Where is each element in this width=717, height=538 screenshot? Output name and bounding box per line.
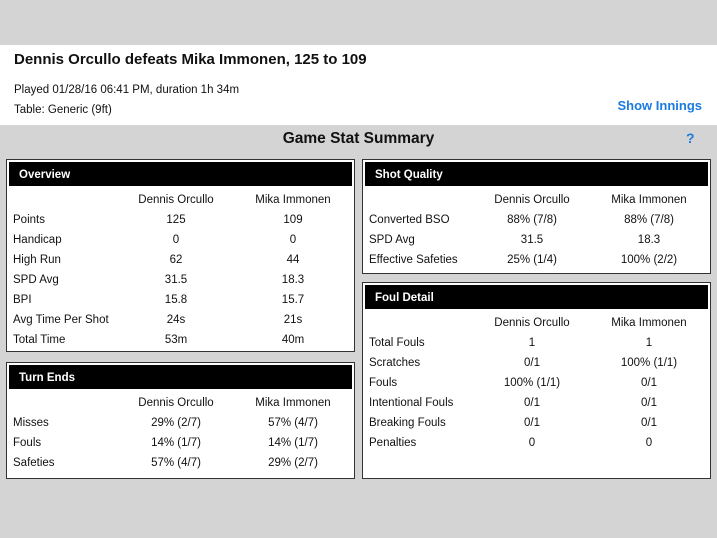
table-row	[363, 373, 710, 393]
player2-value: 14% (1/7)	[268, 437, 318, 449]
table-row	[363, 353, 710, 373]
player1-value: 14% (1/7)	[151, 437, 201, 449]
overview-panel	[6, 159, 355, 352]
summary-title: Game Stat Summary	[282, 130, 435, 147]
row-label: BPI	[13, 294, 32, 306]
player2-value: 100% (2/2)	[620, 254, 678, 266]
player1-value: 25% (1/4)	[507, 254, 557, 266]
player1-value: 0	[172, 234, 180, 246]
row-label: SPD Avg	[369, 234, 415, 246]
player2-value: 21s	[283, 314, 303, 326]
player2-value: 0/1	[641, 417, 657, 429]
row-label: Avg Time Per Shot	[13, 314, 109, 326]
player2-value: 15.7	[281, 294, 305, 306]
player1-value: 100% (1/1)	[503, 377, 561, 389]
row-label: Fouls	[369, 377, 398, 389]
player2-value: 18.3	[281, 274, 305, 286]
row-label: High Run	[13, 254, 61, 266]
table-row	[363, 393, 710, 413]
player2-name: Mika Immonen	[255, 194, 331, 206]
row-label: Scratches	[369, 357, 421, 369]
row-label: Breaking Fouls	[369, 417, 446, 429]
player1-value: 57% (4/7)	[151, 457, 201, 469]
table-row	[7, 330, 354, 350]
turn-ends-column-headers	[7, 393, 354, 413]
foul-detail-column-headers	[363, 313, 710, 333]
played-info: Played 01/28/16 06:41 PM, duration 1h 34m	[14, 84, 240, 96]
table-row	[363, 413, 710, 433]
player2-value: 0	[645, 437, 653, 449]
player1-value: 125	[166, 214, 186, 226]
player1-value: 0/1	[524, 417, 540, 429]
row-label: SPD Avg	[13, 274, 59, 286]
table-row	[7, 270, 354, 290]
player2-value: 0/1	[641, 397, 657, 409]
player1-name: Dennis Orcullo	[138, 397, 214, 409]
player1-value: 88% (7/8)	[507, 214, 557, 226]
table-row	[363, 230, 710, 250]
player1-value: 29% (2/7)	[151, 417, 201, 429]
player2-name: Mika Immonen	[255, 397, 331, 409]
table-row	[363, 210, 710, 230]
row-label: Penalties	[369, 437, 417, 449]
player1-value: 24s	[166, 314, 186, 326]
row-label: Fouls	[13, 437, 42, 449]
foul-detail-panel	[362, 282, 711, 479]
game-header	[0, 45, 717, 125]
turn-ends-panel	[6, 362, 355, 479]
row-label: Misses	[13, 417, 49, 429]
player2-value: 57% (4/7)	[268, 417, 318, 429]
player1-value: 53m	[164, 334, 188, 346]
player1-value: 31.5	[164, 274, 188, 286]
help-button[interactable]: ?	[686, 130, 695, 146]
table-row	[7, 310, 354, 330]
player2-value: 0/1	[641, 377, 657, 389]
player1-value: 15.8	[164, 294, 188, 306]
table-row	[7, 230, 354, 250]
player2-value: 18.3	[637, 234, 661, 246]
table-row	[7, 453, 354, 473]
table-row	[7, 433, 354, 453]
table-row	[7, 250, 354, 270]
shot-quality-header: Shot Quality	[363, 160, 710, 186]
show-innings-button[interactable]: Show Innings	[617, 98, 702, 113]
player2-name: Mika Immonen	[611, 317, 687, 329]
row-label: Intentional Fouls	[369, 397, 454, 409]
player1-value: 62	[169, 254, 183, 266]
table-row	[363, 433, 710, 453]
player2-value: 100% (1/1)	[620, 357, 678, 369]
table-row	[363, 250, 710, 270]
player2-value: 44	[286, 254, 300, 266]
row-label: Handicap	[13, 234, 62, 246]
table-row	[7, 210, 354, 230]
row-label: Points	[13, 214, 45, 226]
player2-value: 29% (2/7)	[268, 457, 318, 469]
foul-detail-header: Foul Detail	[363, 283, 710, 309]
player1-value: 0	[528, 437, 536, 449]
game-result-title: Dennis Orcullo defeats Mika Immonen, 125 to 109	[14, 51, 367, 68]
table-row	[7, 413, 354, 433]
overview-column-headers	[7, 190, 354, 210]
player1-value: 1	[528, 337, 536, 349]
row-label: Converted BSO	[369, 214, 450, 226]
shot-quality-column-headers	[363, 190, 710, 210]
player1-name: Dennis Orcullo	[138, 194, 214, 206]
player2-value: 88% (7/8)	[624, 214, 674, 226]
turn-ends-header: Turn Ends	[7, 363, 354, 389]
table-info: Table: Generic (9ft)	[14, 104, 112, 116]
table-row	[363, 333, 710, 353]
overview-header: Overview	[7, 160, 354, 186]
player1-value: 0/1	[524, 397, 540, 409]
player1-name: Dennis Orcullo	[494, 317, 570, 329]
row-label: Total Time	[13, 334, 66, 346]
player2-value: 109	[283, 214, 303, 226]
player2-value: 1	[645, 337, 653, 349]
player1-value: 31.5	[520, 234, 544, 246]
table-row	[7, 290, 354, 310]
player1-value: 0/1	[524, 357, 540, 369]
row-label: Safeties	[13, 457, 55, 469]
shot-quality-panel	[362, 159, 711, 274]
player1-name: Dennis Orcullo	[494, 194, 570, 206]
player2-value: 0	[289, 234, 297, 246]
row-label: Effective Safeties	[369, 254, 458, 266]
player2-value: 40m	[281, 334, 305, 346]
player2-name: Mika Immonen	[611, 194, 687, 206]
row-label: Total Fouls	[369, 337, 425, 349]
